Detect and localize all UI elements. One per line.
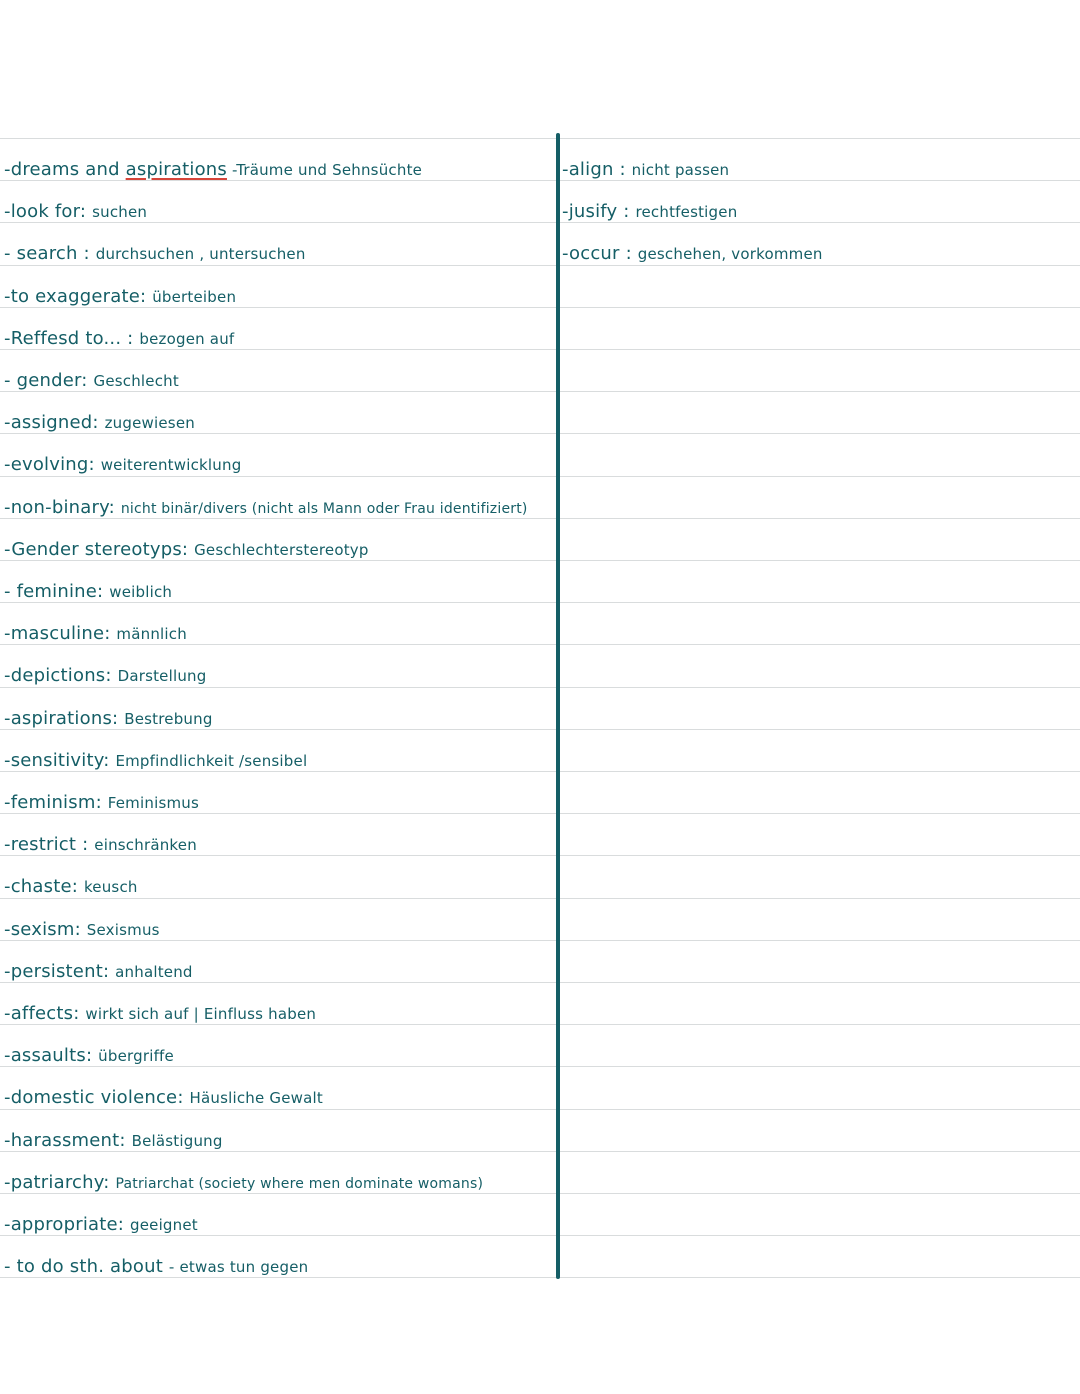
vocab-term: -non-binary: <box>4 497 121 518</box>
vocab-entry <box>4 1044 174 1068</box>
ruled-line <box>0 898 1080 899</box>
vocab-entry <box>4 1171 483 1196</box>
vocab-term: -Reffesd to... : <box>4 328 140 349</box>
vocab-translation: geeignet <box>129 1216 198 1234</box>
vocab-term: -appropriate: <box>4 1214 130 1235</box>
vocab-translation: Sexismus <box>86 921 160 939</box>
vocab-entry <box>4 538 369 562</box>
vocab-translation: Patriarchat (society where men dominate womans) <box>115 1176 484 1192</box>
vocab-entry <box>4 664 206 688</box>
vocab-term: -assigned: <box>4 412 105 433</box>
vocab-translation: keusch <box>83 878 138 896</box>
vocab-entry <box>4 453 241 477</box>
vocab-entry <box>4 158 422 182</box>
vocab-translation: bezogen auf <box>139 330 235 348</box>
vocab-entry <box>4 1255 308 1279</box>
vocab-translation: nicht passen <box>631 161 730 179</box>
vocab-translation: nicht binär/divers (nicht als Mann oder Frau identifiziert) <box>120 501 528 517</box>
vocab-translation: Bestrebung <box>124 710 213 728</box>
vocab-term: -jusify : <box>562 201 636 222</box>
vocab-term: -to exaggerate: <box>4 286 153 307</box>
vocab-entry <box>4 580 172 604</box>
vocab-term: -evolving: <box>4 454 101 475</box>
vocab-term: -chaste: <box>4 876 84 897</box>
vocab-translation: männlich <box>116 625 187 643</box>
column-divider <box>556 133 560 1279</box>
vocab-term: -occur : <box>562 243 638 264</box>
vocab-translation: durchsuchen , untersuchen <box>95 245 306 263</box>
vocab-entry <box>4 411 195 435</box>
vocab-entry <box>4 242 306 266</box>
vocab-entry <box>4 285 236 309</box>
vocab-entry <box>4 1213 198 1237</box>
vocab-translation: Geschlecht <box>93 372 179 390</box>
vocab-entry <box>562 200 737 224</box>
vocab-term: -restrict : <box>4 834 95 855</box>
vocab-term: -persistent: <box>4 961 116 982</box>
vocab-term: -feminism: <box>4 792 108 813</box>
vocab-entry <box>4 1002 316 1026</box>
vocab-term: -look for: <box>4 201 93 222</box>
vocab-entry <box>4 707 213 731</box>
vocab-entry <box>4 327 234 351</box>
vocab-term: -Gender stereotyps: <box>4 539 195 560</box>
vocab-translation: - etwas tun gegen <box>168 1258 309 1276</box>
vocab-term: -dreams and <box>4 159 126 180</box>
vocab-translation: übergriffe <box>98 1047 174 1065</box>
ruled-line <box>0 940 1080 941</box>
vocab-entry <box>562 158 729 182</box>
vocab-term: -sensitivity: <box>4 750 116 771</box>
vocab-term: - feminine: <box>4 581 110 602</box>
vocab-term: -align : <box>562 159 632 180</box>
vocab-translation: anhaltend <box>115 963 193 981</box>
vocab-translation: Geschlechterstereotyp <box>194 541 369 559</box>
vocab-entry <box>4 1129 223 1153</box>
vocab-term: -harassment: <box>4 1130 132 1151</box>
vocab-translation: weiterentwicklung <box>100 456 242 474</box>
vocab-entry <box>4 496 528 521</box>
vocab-translation: Feminismus <box>107 794 199 812</box>
vocab-translation: Belästigung <box>131 1132 223 1150</box>
vocab-term: - gender: <box>4 370 94 391</box>
vocab-term: - search : <box>4 243 96 264</box>
vocab-translation: rechtfestigen <box>635 203 738 221</box>
vocab-term: - to do sth. about <box>4 1256 169 1277</box>
vocab-translation: überteiben <box>152 288 237 306</box>
vocab-entry <box>4 833 197 857</box>
vocab-term: -sexism: <box>4 919 87 940</box>
vocab-term: -assaults: <box>4 1045 99 1066</box>
vocab-translation: -Träume und Sehnsüchte <box>226 161 423 179</box>
vocab-translation: geschehen, vorkommen <box>637 245 823 263</box>
vocab-entry <box>4 875 138 899</box>
vocab-term: -masculine: <box>4 623 117 644</box>
vocab-entry <box>562 242 823 266</box>
vocab-term: -domestic violence: <box>4 1087 190 1108</box>
vocab-entry <box>4 960 193 984</box>
vocab-entry <box>4 369 179 393</box>
vocab-translation: weiblich <box>109 583 173 601</box>
vocab-term: -aspirations: <box>4 708 125 729</box>
vocab-term-highlight: aspirations <box>125 159 227 180</box>
vocab-translation: Darstellung <box>117 667 207 685</box>
vocab-entry <box>4 918 160 942</box>
vocab-entry <box>4 791 199 815</box>
vocab-entry <box>4 200 147 224</box>
vocab-translation: Häusliche Gewalt <box>189 1089 323 1107</box>
vocab-translation: zugewiesen <box>104 414 195 432</box>
vocab-term: -depictions: <box>4 665 118 686</box>
vocab-entry <box>4 622 187 646</box>
vocab-entry <box>4 749 307 773</box>
vocab-translation: wirkt sich auf | Einfluss haben <box>85 1005 317 1023</box>
ruled-line <box>0 138 1080 139</box>
ruled-line <box>0 222 1080 223</box>
vocab-term: -affects: <box>4 1003 86 1024</box>
vocab-term: -patriarchy: <box>4 1172 116 1193</box>
vocab-translation: Empfindlichkeit /sensibel <box>115 752 308 770</box>
vocab-entry <box>4 1086 323 1110</box>
vocab-translation: einschränken <box>94 836 197 854</box>
vocab-translation: suchen <box>92 203 148 221</box>
